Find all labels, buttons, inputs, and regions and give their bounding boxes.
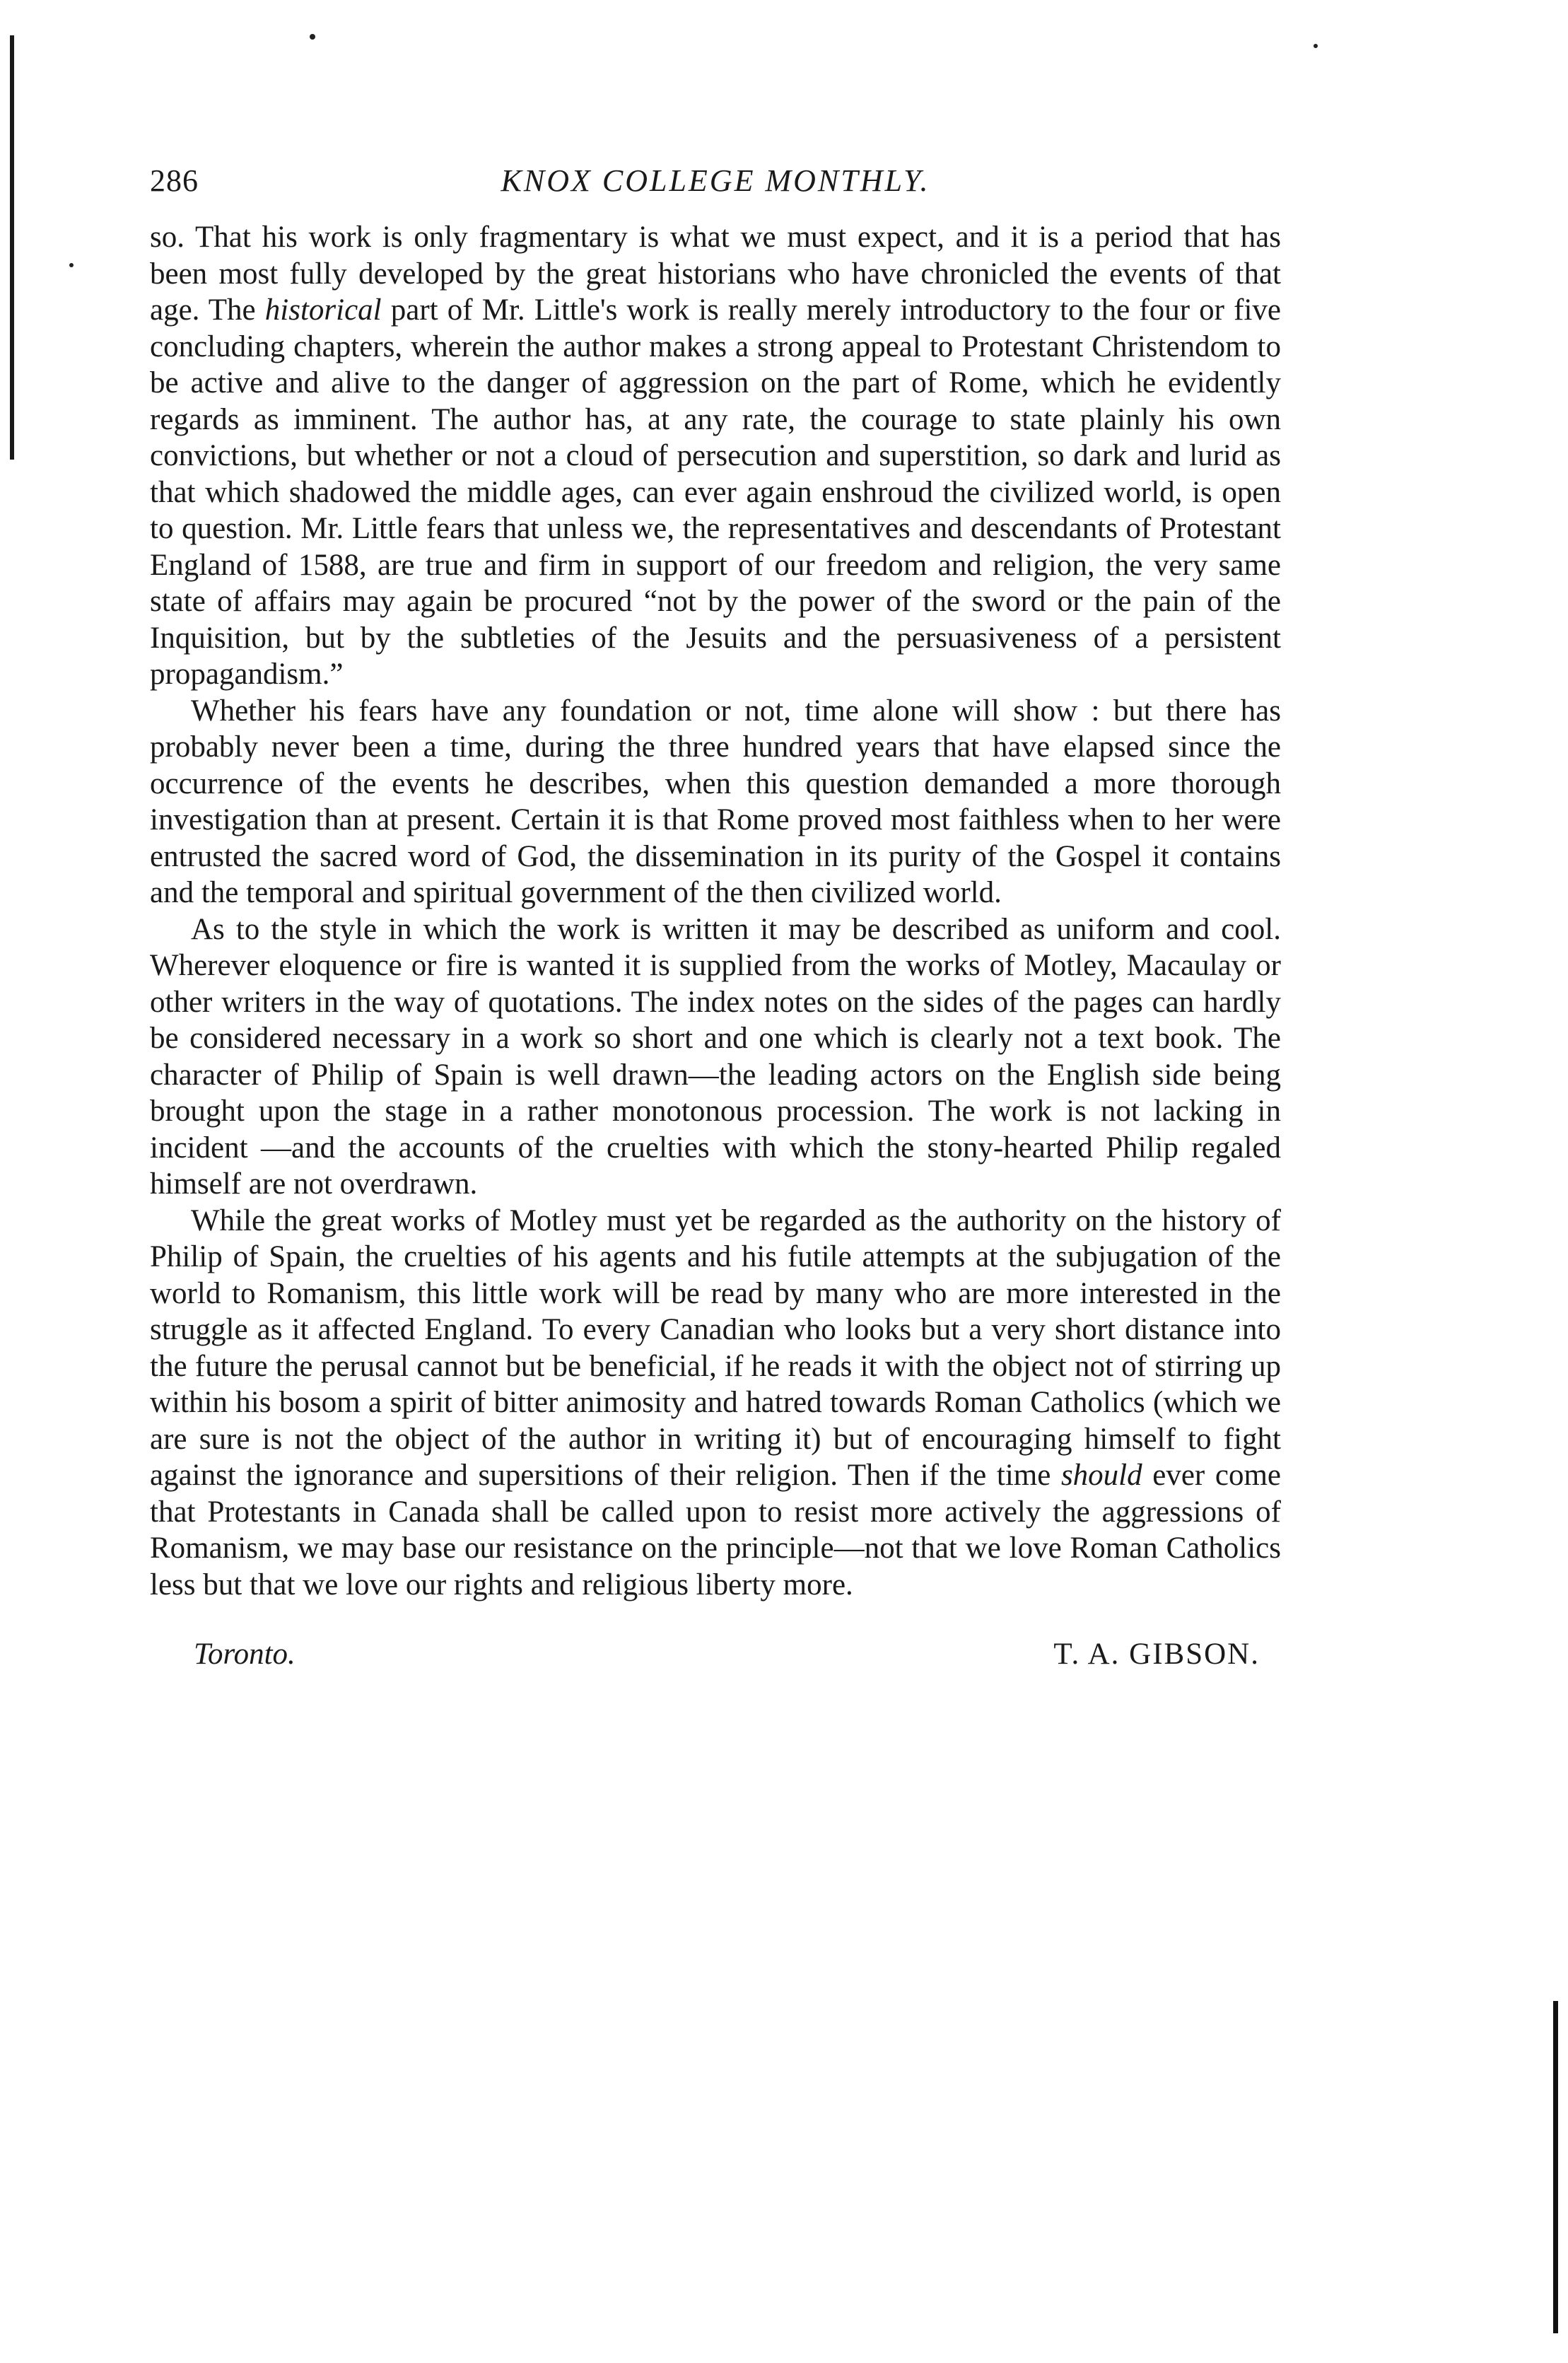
scan-edge-right <box>1553 2001 1558 2333</box>
document-page <box>150 163 1281 1679</box>
emphasis-text: should <box>1060 1459 1142 1492</box>
article-body <box>150 219 1281 1603</box>
journal-title: KNOX COLLEGE MONTHLY. <box>501 163 930 198</box>
signature-line <box>150 1637 1281 1679</box>
paragraph: As to the style in which the work is written it may be described as uniform and cool. Wherever eloquence or fire is wanted it is supplied from the works of Motley, Macaulay or other writers in the way of quotations. The index notes on the sides of the pages can hardly be considered necessary in a work so short and one which is clearly not a text book. The character of Philip of Spain is well drawn—the leading actors on the English side being brought upon the stage in a rather monotonous procession. The work is not lacking in incident —and the accounts of the cruelties with which the stony-hearted Philip regaled himself are not overdrawn. <box>150 912 1281 1201</box>
paragraph-text: While the great works of Motley must yet be regarded as the authority on the history of Philip of Spain, the cruelties of his agents and his futile attempts at the subjugation of the world to Romanism, this little work will be read by many who are more interested in the struggle as it affected England. To every Canadian who looks but a very short distance into the future the perusal cannot but be beneficial, if he reads it with the object not of stirring up within his bosom a spirit of bitter animosity and hatred towards Roman Catholics (which we are sure is not the object of the author in writing it) but of encouraging himself to fight against the ignorance and supersitions of their religion. Then if the time <box>150 1203 1281 1492</box>
paragraph <box>150 219 1281 693</box>
signature-author: T. A. GIBSON. <box>1053 1638 1260 1671</box>
paragraph-text: ever come that Protestants in Canada shall be called upon to resist more actively the aggressions of Romanism, we may base our resistance on the principle—not that we love Roman Catholics less but that we love our rights and religious liberty more. <box>150 1459 1282 1601</box>
scan-speck <box>310 34 315 40</box>
scan-speck <box>1314 44 1318 48</box>
paragraph: Whether his fears have any foundation or not, time alone will show : but there has probably never been a time, during the three hundred years that have elapsed since the occurrence of the events he describes, when this question demanded a more thorough investigation than at present. Certain it is that Rome proved most faithless when to her were entrusted the sacred word of God, the dissemination in its purity of the Gospel it contains and the temporal and spiritual government of the then civilized world. <box>150 694 1281 909</box>
emphasis-text: historical <box>264 293 382 327</box>
signature-place: Toronto. <box>194 1638 296 1671</box>
scan-edge-left <box>10 35 14 460</box>
running-head <box>150 163 1281 219</box>
scan-speck <box>69 263 74 267</box>
paragraph <box>150 1203 1281 1604</box>
paragraph-text: part of Mr. Little's work is really merely introductory to the four or five concluding chapters, wherein the author makes a strong appeal to Protestant Christendom to be active and alive to the danger of aggression on the part of Rome, which he evidently regards as imminent. The author has, at any rate, the courage to state plainly his own convictions, but whether or not a cloud of persecution and superstition, so dark and lurid as that which shadowed the middle ages, can ever again enshroud the civilized world, is open to question. Mr. Little fears that unless we, the representatives and descendants of Protestant England of 1588, are true and firm in support of our freedom and religion, the very same state of affairs may again be procured “not by the power of the sword or the pain of the Inquisition, but by the subtleties of the Jesuits and the persuasiveness of a persistent propagandism.” <box>150 293 1281 691</box>
paragraph-text: so. That his work is only fragmentary is what we must expect, and it is a period that has been most fully developed by the great historians who have chronicled the events of that age. The <box>150 221 1281 327</box>
page-number: 286 <box>150 163 199 198</box>
